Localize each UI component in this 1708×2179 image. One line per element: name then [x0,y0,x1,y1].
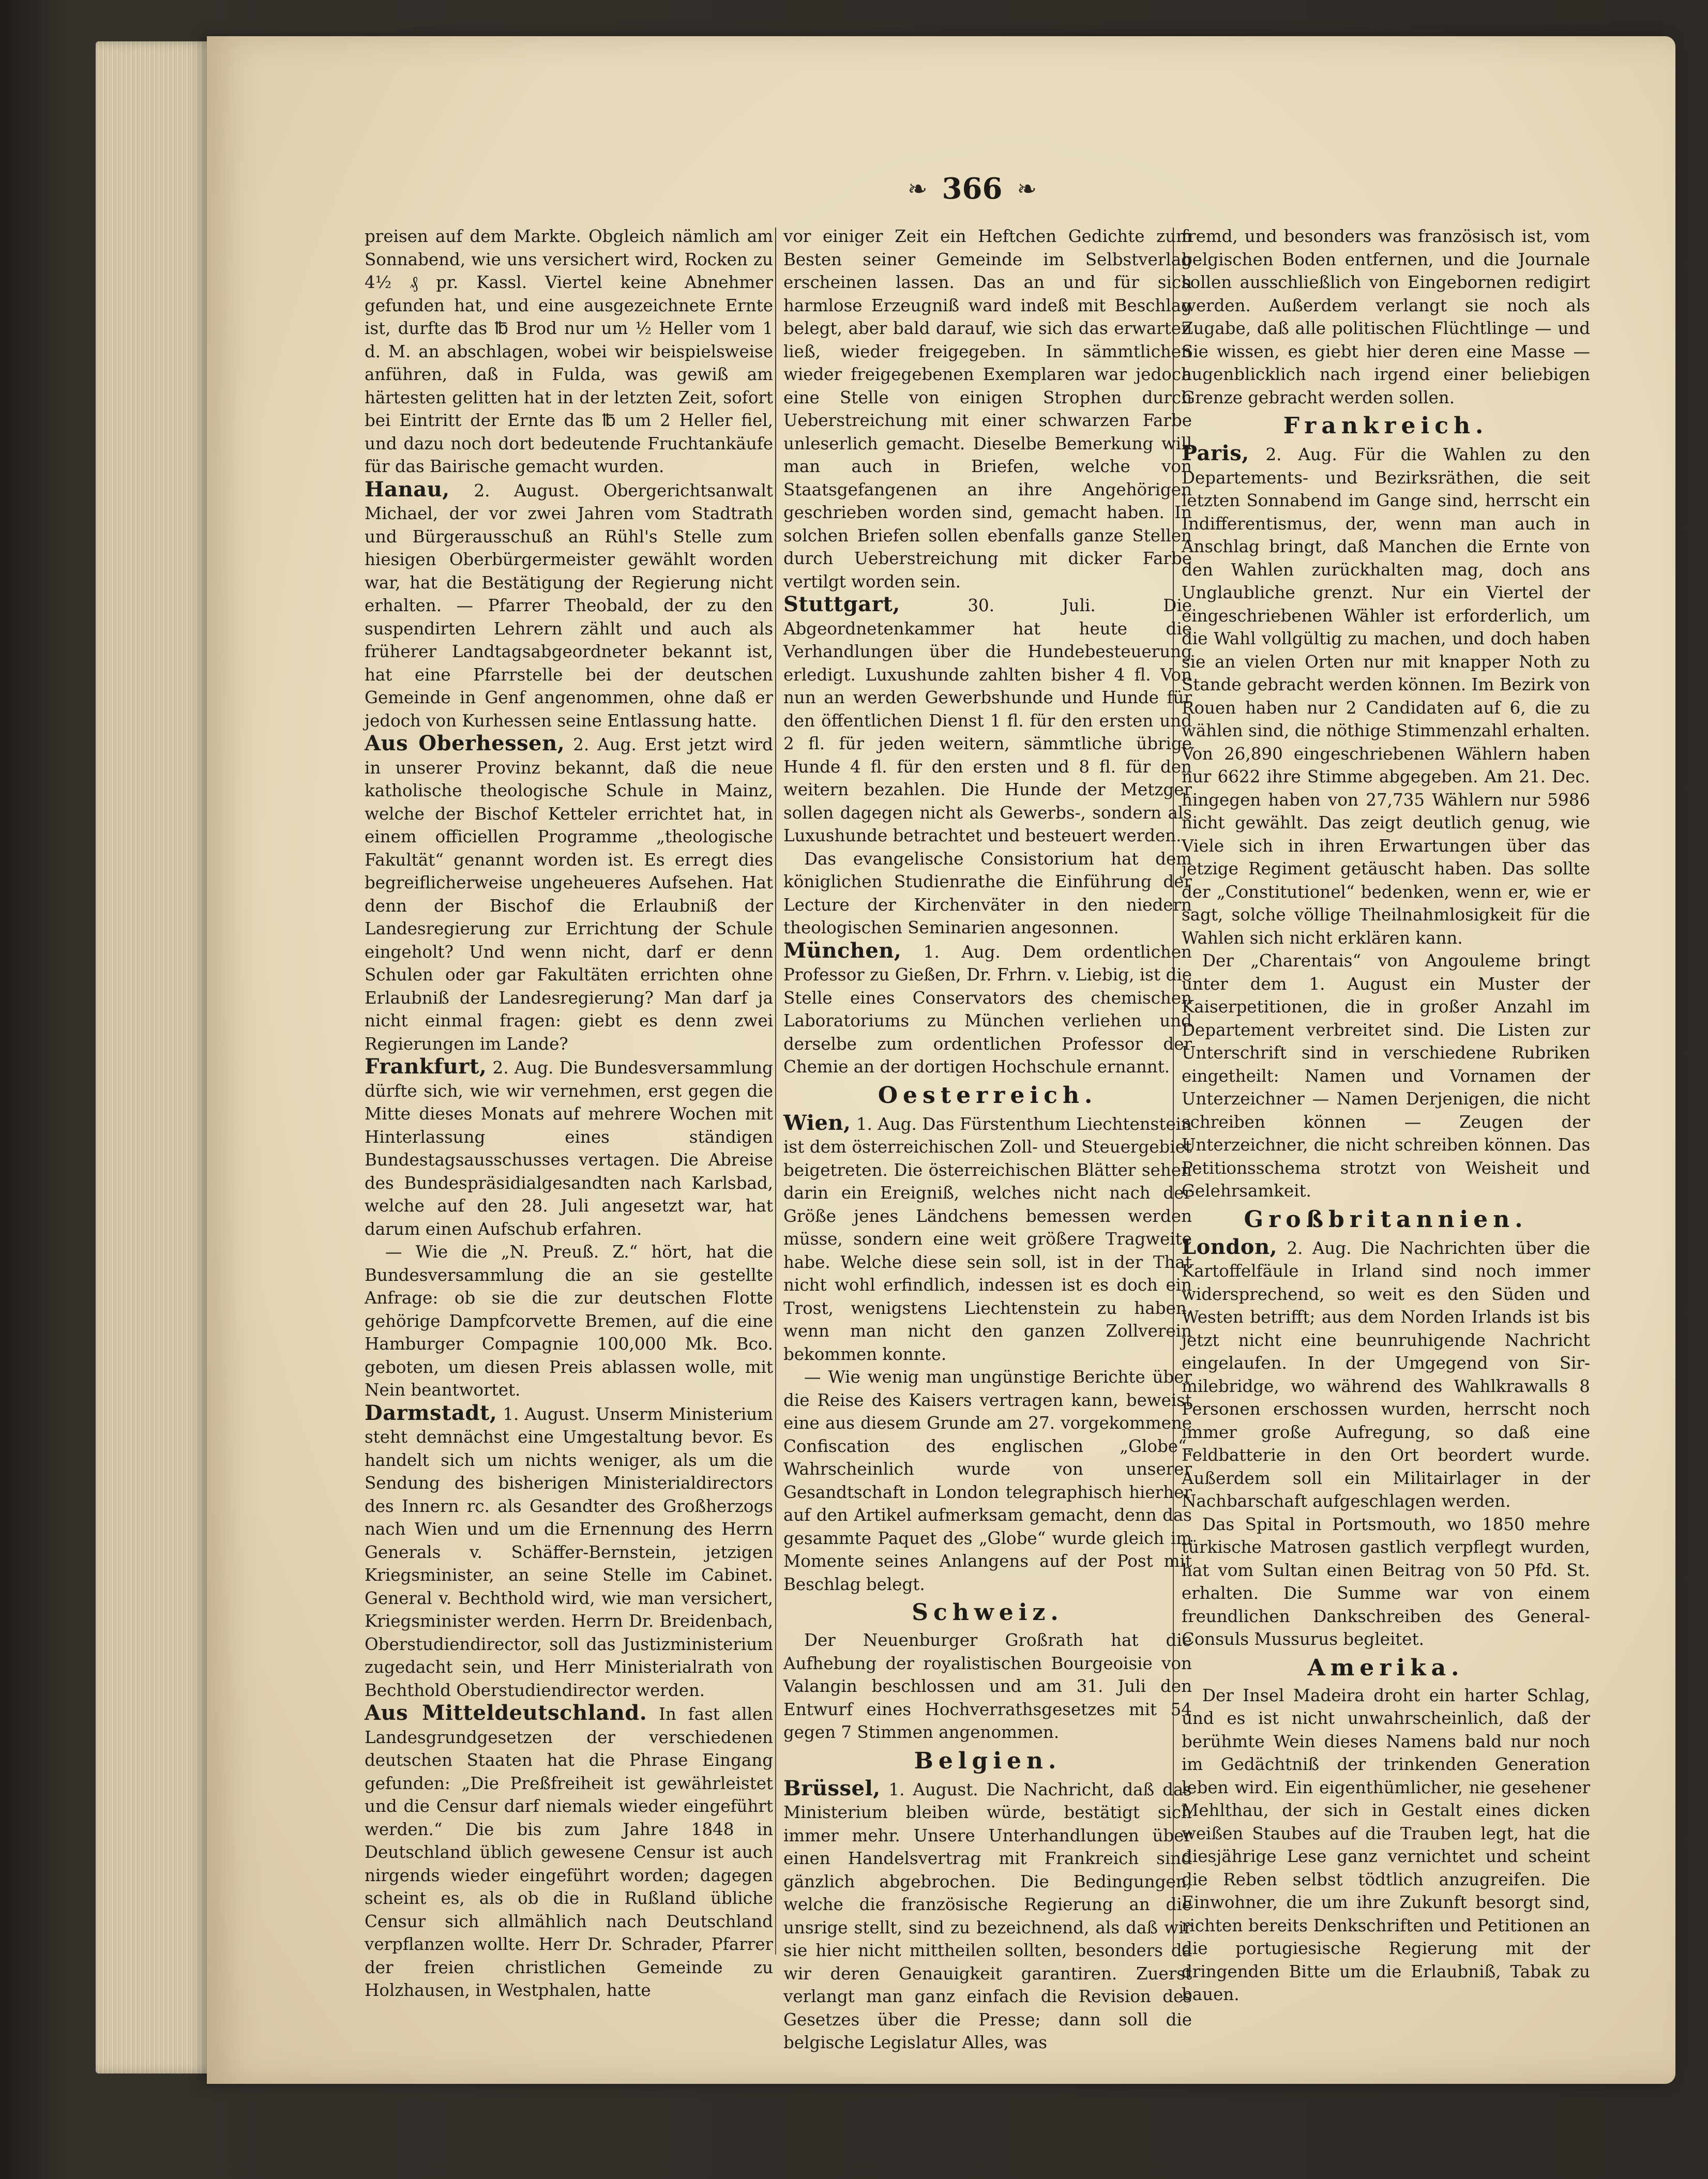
article-text: Der „Charentais“ von Angouleme bringt unter dem 1. August ein Muster der Kaiserpetitionen, die in großer Anzahl im Departement verbreitet sind. Die Listen zur Unterschrift sind in verschiedene Rubriken eingetheilt: Namen und Vornamen der Unterzeichner — Namen Derjenigen, die nicht schreiben können — Zeugen der Unterzeichner, die nicht schreiben können. Das Petitionsschema strotzt von Weisheit und Gelehrsamkeit. [1182,951,1590,1201]
page-stack-edge [96,41,220,2074]
article-text: — Wie die „N. Preuß. Z.“ hört, hat die Bundesversammlung die an sie gestellte Anfrage: ob sie die zur deutschen Flotte gehörige Dampfcorvette Bremen, auf die eine Hamburger Compagnie 100,000 Mk. Bco. geboten, um diesen Preis ablassen wolle, mit Nein beantwortet. [365,1242,773,1400]
article-text: 2. Aug. Die Nachrichten über die Kartoffelfäule in Irland sind noch immer widersprechend, so weit es den Süden und Westen betrifft; aus dem Norden Irlands ist bis jetzt nicht eine beunruhigende Nachricht eingelaufen. In der Umgegend von Sir-milebridge, wo während des Wahlkrawalls 8 Personen erschossen wurden, herrscht noch immer große Aufregung, so daß eine Feldbatterie in den Ort beordert wurde. Außerdem soll ein Militairlager in der Nachbarschaft aufgeschlagen werden. [1182,1238,1590,1511]
article-paragraph [1182,1236,1590,1513]
dateline-place: Darmstadt, [365,1400,497,1425]
continuation-paragraph [365,1240,773,1402]
section-heading: Schweiz. [912,1599,1064,1626]
dateline-place: Frankfurt, [365,1054,487,1079]
article-text: 2. Aug. Für die Wahlen zu den Departements- und Bezirksräthen, die seit letzten Sonnabend im Gange sind, herrscht ein Indifferentismus, der, wenn man auch in Anschlag bringt, daß Manchen die Ernte von den Wahlen zurückhalten mag, doch ans Unglaubliche grenzt. Nur ein Viertel der eingeschriebenen Wähler ist erforderlich, um die Wahl vollgültig zu machen, und doch haben sie an vielen Orten nur mit knapper Noth zu Stande gebracht werden können. Im Bezirk von Rouen haben nur 2 Candidaten auf 6, die zu wählen sind, die nöthige Stimmenzahl erhalten. Von 26,890 eingeschriebenen Wählern haben nur 6622 ihre Stimme abgegeben. Am 21. Dec. hingegen haben von 27,735 Wählern nur 5986 nicht gewählt. Das zeigt deutlich genug, wie Viele sich in ihren Erwartungen über das jetzige Regiment getäuscht haben. Das sollte der „Constitutionel“ bedenken, wenn er, wie er sagt, solche völlige Theilnahmlosigkeit für die Wahlen sich nicht erklären kann. [1182,445,1590,948]
article-paragraph [365,1055,773,1240]
article-text: Der Neuenburger Großrath hat die Aufhebung der royalistischen Bourgeoisie von Valangin beschlossen und am 31. Juli den Entwurf eines Hochverrathsgesetzes mit 54 gegen 7 Stimmen angenommen. [783,1630,1192,1742]
dateline-place: Aus Oberhessen, [365,731,565,755]
section-heading: Belgien. [914,1747,1062,1774]
article-paragraph [365,478,773,733]
article-text: Das Spital in Portsmouth, wo 1850 mehre türkische Matrosen gastlich verpflegt wurden, hat vom Sultan einen Beitrag von 50 Pfd. St. erhalten. Die Summe war von einem freundlichen Dankschreiben des General-Consuls Mussurus begleitet. [1182,1514,1590,1649]
article-text: Das evangelische Consistorium hat dem königlichen Studienrathe die Einführung der Lecture der Kirchenväter in den niedern theologischen Seminarien angesonnen. [783,849,1192,937]
article-text: — Wie wenig man ungünstige Berichte über die Reise des Kaisers vertragen kann, beweist eine aus diesem Grunde am 27. vorgekommene Confiscation des englischen „Globe“. Wahrscheinlich wurde von unserer Gesandtschaft in London telegraphisch hierher auf den Artikel aufmerksam gemacht, denn das gesammte Paquet des „Globe“ wurde gleich im Momente seines Anlangens auf der Post mit Beschlag belegt. [783,1367,1192,1594]
article-paragraph [1182,442,1590,949]
dateline-place: London, [1182,1234,1278,1259]
continuation-paragraph [783,225,1192,593]
text-column-3 [1182,225,1590,2006]
continuation-paragraph [1182,225,1590,409]
article-text: 2. Aug. Erst jetzt wird in unserer Provinz bekannt, daß die neue katholische theologische Schule in Mainz, welche der Bischof Ketteler errichtet hat, in einem officiellen Programme „theologische Fakultät“ genannt worden ist. Es erregt dies begreiflicherweise ungeheueres Aufsehen. Hat denn der Bischof die Erlaubniß der Landesregierung zur Errichtung der Schule eingeholt? Und wenn nicht, darf er denn Schulen oder gar Fakultäten errichten ohne Erlaubniß der Landesregierung? Man darf ja nicht einmal fragen: giebt es denn zwei Regierungen im Lande? [365,735,773,1054]
article-text: In fast allen Landesgrundgesetzen der verschiedenen deutschen Staaten hat die Phrase Eingang gefunden: „Die Preßfreiheit ist gewährleistet und die Censur darf niemals wieder eingeführt werden.“ Die bis zum Jahre 1848 in Deutschland üblich gewesene Censur ist auch nirgends wieder eingeführt worden; dagegen scheint es, als ob die in Rußland übliche Censur sich allmählich nach Deutschland verpflanzen wollte. Herr Dr. Schrader, Pfarrer der freien christlichen Gemeinde zu Holzhausen, in Westphalen, hatte [365,1704,773,2000]
section-heading: Oesterreich. [878,1082,1098,1109]
page-number: 366 [942,172,1003,206]
continuation-paragraph [1182,1684,1590,2006]
article-text: 1. Aug. Dem ordentlichen Professor zu Gießen, Dr. Frhrn. v. Liebig, ist die Stelle eines Conservators des chemischen Laboratoriums zu München verliehen und derselbe zum ordentlichen Professor der Chemie an der dortigen Hochschule ernannt. [783,942,1192,1077]
article-paragraph [783,593,1192,848]
dateline-place: Stuttgart, [783,592,900,616]
dateline-place: München, [783,938,902,963]
page-header [858,165,1086,212]
article-paragraph [365,732,773,1055]
article-text: Der Insel Madeira droht ein harter Schlag, und es ist nicht unwahrscheinlich, daß der berühmte Wein dieses Namens bald nur noch im Gedächtniß der trinkenden Generation leben wird. Ein eigenthümlicher, nie gesehener Mehlthau, der sich in Gestalt eines dicken weißen Staubes auf die Trauben legt, hat die diesjährige Lese ganz vernichtet und scheint die Reben selbst tödtlich anzugreifen. Die Einwohner, die um ihre Zukunft besorgt sind, richten bereits Denkschriften und Petitionen an die portugiesische Regierung mit der dringenden Bitte um die Erlaubniß, Tabak zu bauen. [1182,1685,1590,2004]
article-text: 1. Aug. Das Fürstenthum Liechtenstein ist dem österreichischen Zoll- und Steuergebiet beigetreten. Die österreichischen Blätter sehen darin ein Ereigniß, welches nicht nach der Größe jenes Ländchens bemessen werden müsse, sondern eine weit größere Tragweite habe. Welche diese sein soll, ist in der That nicht wohl erfindlich, indessen ist es doch ein Trost, wenigstens Liechtenstein zu haben, wenn man nicht den ganzen Zollverein bekommen konnte. [783,1114,1192,1364]
article-paragraph [365,1702,773,2002]
article-text: vor einiger Zeit ein Heftchen Gedichte zum Besten seiner Gemeinde im Selbstverlag erscheinen lassen. Das an und für sich harmlose Erzeugniß ward indeß mit Beschlag belegt, aber bald darauf, wie sich das erwarten ließ, wieder freigegeben. In sämmtlichen wieder freigegebenen Exemplaren war jedoch eine Stelle von einigen Strophen durch Ueberstreichung mit einer schwarzen Farbe unleserlich gemacht. Dieselbe Bemerkung will man auch in Briefen, welche von Staatsgefangenen an ihre Angehörigen geschrieben worden sind, gemacht haben. In solchen Briefen sollen ebenfalls ganze Stellen durch Ueberstreichung mit dicker Farbe vertilgt worden sein. [783,226,1192,592]
article-text: 1. August. Unserm Ministerium steht demnächst eine Umgestaltung bevor. Es handelt sich um nichts weniger, als um die Sendung des bisherigen Ministerialdirectors des Innern rc. als Gesandter des Großherzogs nach Wien und um die Ernennung des Herrn Generals v. Schäffer-Bernstein, jetzigen Kriegsminister, an seine Stelle im Cabinet. General v. Bechthold wird, wie man versichert, Kriegsminister werden. Herrn Dr. Breidenbach, Oberstudiendirector, soll das Justizministerium zugedacht sein, und Herr Ministerialrath von Bechthold Oberstudiendirector werden. [365,1404,773,1700]
article-text: 2. August. Obergerichtsanwalt Michael, der vor zwei Jahren vom Stadtrath und Bürgerausschuß an Rühl's Stelle zum hiesigen Oberbürgermeister gewählt worden war, hat die Bestätigung der Regierung nicht erhalten. — Pfarrer Theobald, der zu den suspendirten Lehrern zählt und auch als früherer Landtagsabgeordneter bekannt ist, hat eine Pfarrstelle bei der deutschen Gemeinde in Genf angenommen, ohne daß er jedoch von Kurhessen seine Entlassung hatte. [365,480,773,731]
section-heading: Frankreich. [1283,413,1489,439]
text-column-1 [365,225,773,2002]
continuation-paragraph [1182,949,1590,1203]
dateline-place: Paris, [1182,441,1249,465]
column-rule [775,228,776,1955]
section-heading: Amerika. [1307,1654,1464,1681]
continuation-paragraph [783,1629,1192,1744]
dateline-place: Wien, [783,1110,851,1135]
left-ornament-icon: ❧ [908,175,928,203]
article-text: 2. Aug. Die Bundesversammlung dürfte sich, wie wir vernehmen, erst gegen die Mitte dieses Monats auf mehrere Wochen mit Hinterlassung eines ständigen Bundestagsausschusses vertagen. Die Abreise des Bundespräsidialgesandten nach Karlsbad, welche auf den 28. Juli angesetzt war, hat darum einen Aufschub erfahren. [365,1058,773,1239]
article-text: 30. Juli. Die Abgeordnetenkammer hat heute die Verhandlungen über die Hundebesteuerung erledigt. Luxushunde zahlten bisher 4 fl. Von nun an werden Gewerbshunde und Hunde für den öffentlichen Dienst 1 fl. für den ersten und 2 fl. für jeden weitern, sämmtliche übrige Hunde 4 fl. für den ersten und 8 fl. für den weitern bezahlen. Die Hunde der Metzger sollen dagegen nicht als Gewerbs-, sondern als Luxushunde betrachtet und besteuert werden. [783,596,1192,845]
continuation-paragraph [783,1366,1192,1596]
article-text: preisen auf dem Markte. Obgleich nämlich am Sonnabend, wie uns versichert wird, Rocken zu 4½ ₰ pr. Kassl. Viertel keine Abnehmer gefunden hat, und eine ausgezeichnete Ernte ist, durfte das ℔ Brod nur um ½ Heller vom 1 d. M. an abschlagen, wobei wir beispielsweise anführen, daß in Fulda, was gewiß am härtesten gelitten hat in der letzten Zeit, sofort bei Eintritt der Ernte das ℔ um 2 Heller fiel, und dazu noch dort bedeutende Fruchtankäufe für das Bairische gemacht wurden. [365,226,773,476]
text-column-2 [783,225,1192,2054]
article-text: 1. August. Die Nachricht, daß das Ministerium bleiben würde, bestätigt sich immer mehr. Unsere Unterhandlungen über einen Handelsvertrag mit Frankreich sind gänzlich abgebrochen. Die Bedingungen, welche die französische Regierung an die unsrige stellt, sind zu bezeichnend, als daß wir sie hier nicht mittheilen sollten, besonders da wir deren Genauigkeit garantiren. Zuerst verlangt man ganz einfach die Revision des Gesetzes über die Presse; dann soll die belgische Legislatur Alles, was [783,1779,1192,2052]
article-paragraph [783,1112,1192,1366]
article-paragraph [783,1777,1192,2054]
dateline-place: Aus Mitteldeutschland. [365,1701,647,1725]
article-text: fremd, und besonders was französisch ist, vom belgischen Boden entfernen, und die Journale sollen ausschließlich von Eingebornen redigirt werden. Außerdem verlangt sie noch als Zugabe, daß alle politischen Flüchtlinge — und Sie wissen, es giebt hier deren eine Masse — augenblicklich nach irgend einer beliebigen Grenze gebracht werden sollen. [1182,226,1590,407]
continuation-paragraph [783,848,1192,940]
right-ornament-icon: ❧ [1017,175,1037,203]
section-heading: Großbritannien. [1244,1206,1528,1233]
continuation-paragraph [365,225,773,478]
dateline-place: Brüssel, [783,1776,881,1800]
continuation-paragraph [1182,1513,1590,1651]
article-paragraph [783,940,1192,1079]
article-paragraph [365,1402,773,1702]
dateline-place: Hanau, [365,477,450,502]
